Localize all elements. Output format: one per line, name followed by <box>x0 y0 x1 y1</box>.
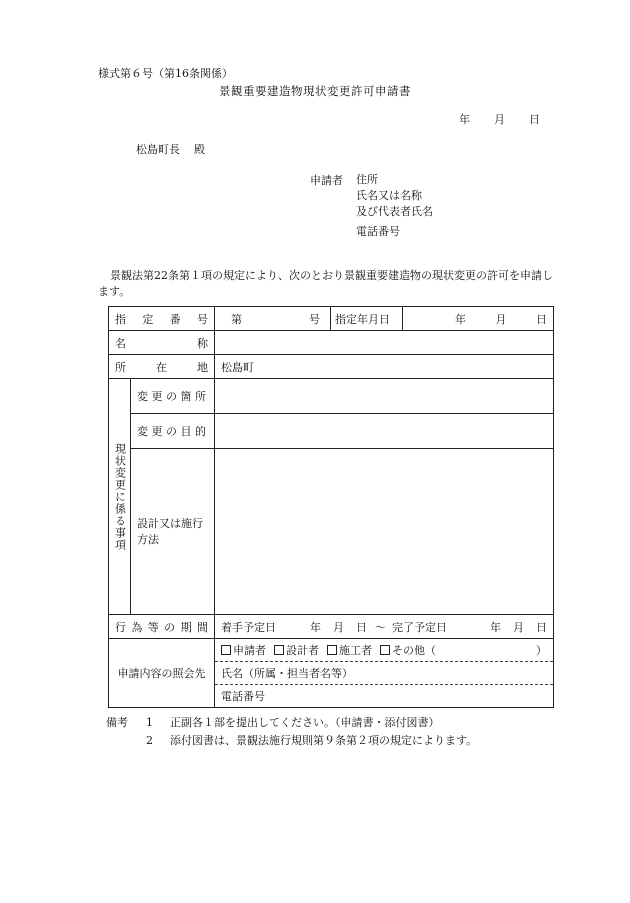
change-place-label: 変 更 の 箇 所 <box>131 379 215 414</box>
contact-label: 申請内容の照会先 <box>109 639 215 708</box>
name-field[interactable] <box>215 331 554 355</box>
design-method-field[interactable] <box>215 449 554 615</box>
applicant-label: 申請者 <box>310 174 343 187</box>
design-method-label: 設計又は施行 方法 <box>131 449 215 615</box>
checkbox-icon[interactable] <box>380 645 390 655</box>
contact-name-label: 氏名（所属・担当者名等） <box>221 667 353 680</box>
applicant-phone-label: 電話番号 <box>356 225 400 238</box>
remarks <box>106 714 477 750</box>
period-field[interactable]: 着手予定日 年 月 日 〜 完了予定日 年 月 日 <box>215 615 554 639</box>
applicant-address-label: 住所 <box>356 173 378 186</box>
name-label: 名 称 <box>109 331 215 355</box>
designation-number-label: 指 定 番 号 <box>109 307 215 331</box>
date-month: 月 <box>494 113 505 126</box>
date-day: 日 <box>529 113 540 126</box>
change-section-label: 現状変更に係る事項 <box>109 379 131 615</box>
contact-field <box>215 639 554 708</box>
change-purpose-field[interactable] <box>215 414 554 449</box>
form-title: 景観重要建造物現状変更許可申請書 <box>219 84 411 98</box>
checkbox-icon[interactable] <box>274 645 284 655</box>
contact-option-applicant[interactable]: 申請者 <box>221 642 266 658</box>
applicant-block <box>356 172 433 240</box>
addressee-name: 松島町長 <box>136 143 180 156</box>
remarks-label: 備考 <box>106 716 128 729</box>
contact-name-row[interactable] <box>215 662 553 685</box>
checkbox-icon[interactable] <box>327 645 337 655</box>
application-date <box>459 111 540 127</box>
form-number: 様式第６号（第16条関係） <box>98 67 233 80</box>
addressee-honorific: 殿 <box>194 143 205 156</box>
change-place-field[interactable] <box>215 379 554 414</box>
contact-options-row <box>215 639 553 662</box>
location-field[interactable]: 松島町 <box>215 355 554 379</box>
contact-option-designer[interactable]: 設計者 <box>274 642 319 658</box>
applicant-name-label-2: 及び代表者氏名 <box>356 205 433 218</box>
contact-phone-label: 電話番号 <box>221 690 265 703</box>
designation-date-field[interactable]: 年 月 日 <box>403 307 554 331</box>
contact-option-contractor[interactable]: 施工者 <box>327 642 372 658</box>
application-statement: 景観法第22条第１項の規定により、次のとおり景観重要建造物の現状変更の許可を申請します。 <box>98 269 553 298</box>
remark-item: 備考 1 正副各１部を提出してください。（申請書・添付図書） <box>106 714 477 732</box>
contact-phone-row[interactable] <box>215 685 553 707</box>
checkbox-icon[interactable] <box>221 645 231 655</box>
application-table <box>108 306 554 708</box>
addressee <box>136 141 205 157</box>
designation-date-label: 指定年月日 <box>331 307 403 331</box>
contact-option-other[interactable]: その他（ <box>380 642 436 658</box>
contact-option-close: ） <box>536 644 547 657</box>
remark-item: 2 添付図書は、景観法施行規則第９条第２項の規定によります。 <box>146 734 478 747</box>
applicant-name-label-1: 氏名又は名称 <box>356 189 422 202</box>
period-label: 行 為 等 の 期 間 <box>109 615 215 639</box>
location-label: 所 在 地 <box>109 355 215 379</box>
designation-number-field[interactable]: 第 号 <box>215 307 331 331</box>
date-year: 年 <box>459 113 470 126</box>
change-purpose-label: 変 更 の 目 的 <box>131 414 215 449</box>
